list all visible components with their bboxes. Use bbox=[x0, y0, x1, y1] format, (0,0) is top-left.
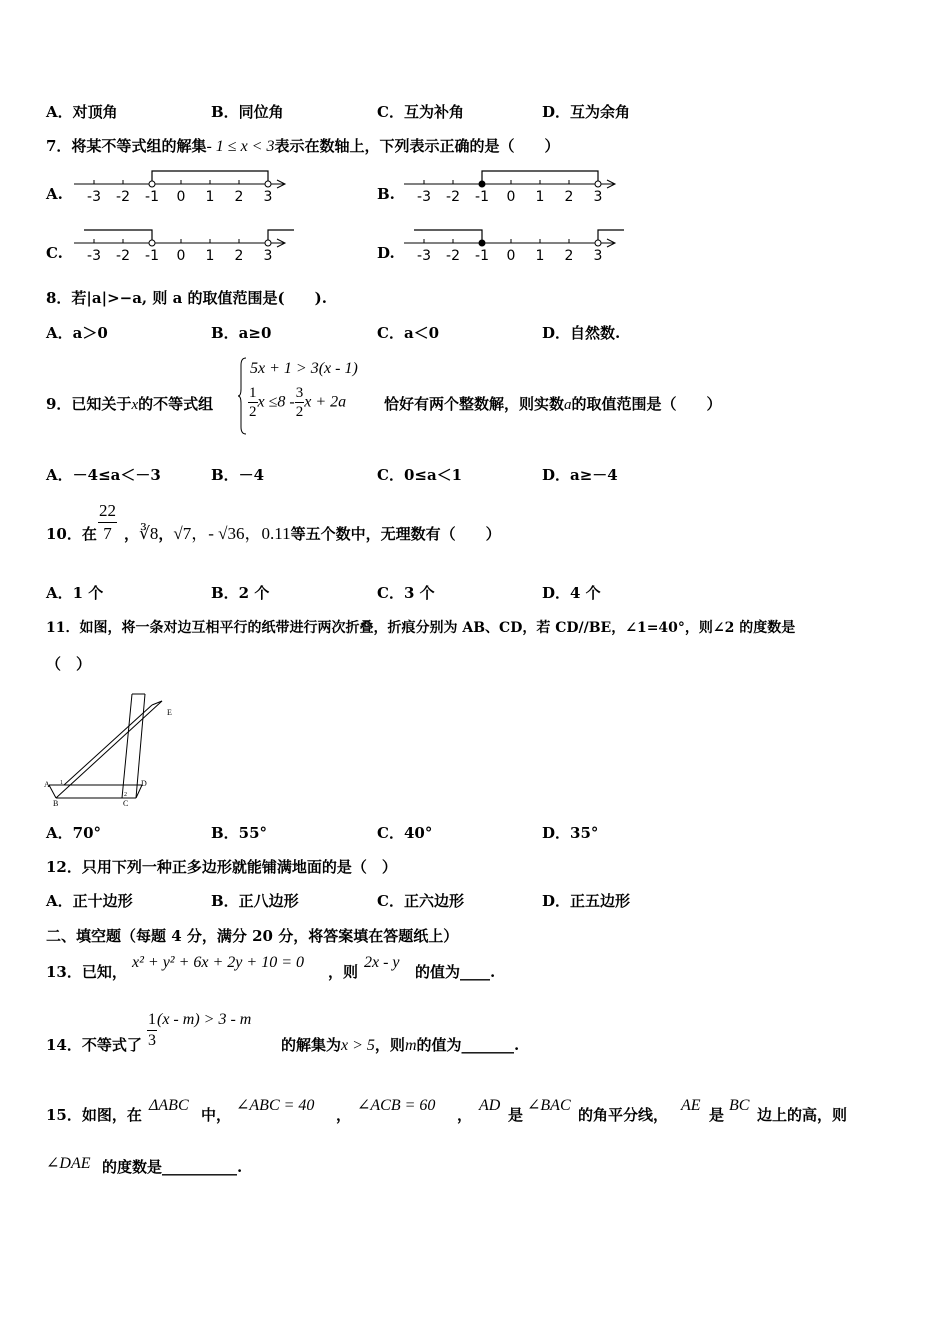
q7-label-d: D. bbox=[377, 244, 395, 262]
tick-label: 1 bbox=[205, 189, 215, 205]
q6-option-a: A．对顶角 bbox=[46, 103, 118, 121]
q6-option-c: C．互为补角 bbox=[377, 103, 464, 121]
q6-option-d: D．互为余角 bbox=[542, 103, 631, 121]
q15-t8: 的度数是__________. bbox=[102, 1158, 243, 1176]
tick-label: 0 bbox=[176, 189, 186, 205]
tick-label: 0 bbox=[506, 248, 516, 264]
q8-option-d: D．自然数. bbox=[542, 324, 621, 342]
q12-option-a: A．正十边形 bbox=[46, 892, 133, 910]
q13-expr: 2x - y bbox=[364, 954, 400, 971]
tick-label: -1 bbox=[145, 248, 159, 264]
tick-label: 2 bbox=[564, 189, 574, 205]
q10-option-d: D．4 个 bbox=[542, 584, 601, 602]
q8-option-c: C．a＜0 bbox=[377, 324, 440, 342]
tick-label: -2 bbox=[116, 189, 130, 205]
q15-t4: 是 bbox=[508, 1106, 524, 1124]
q15-ad: AD bbox=[479, 1097, 501, 1114]
q8-stem: 8．若|a|>−a, 则 a 的取值范围是( ). bbox=[46, 289, 327, 307]
q11-paren: （ ） bbox=[46, 655, 92, 673]
tick-label: 3 bbox=[263, 189, 273, 205]
q13-mid: ，则 bbox=[328, 963, 359, 981]
tick-label: -3 bbox=[417, 189, 431, 205]
q11-figure bbox=[44, 688, 184, 808]
fig-label-1: 1 bbox=[60, 780, 63, 786]
endpoint-left bbox=[479, 181, 485, 187]
tick-label: 2 bbox=[234, 189, 244, 205]
tick-label: -1 bbox=[475, 248, 489, 264]
tick-label: 2 bbox=[564, 248, 574, 264]
number-line-c bbox=[70, 224, 300, 269]
q12-option-d: D．正五边形 bbox=[542, 892, 631, 910]
q11-option-c: C．40° bbox=[377, 824, 433, 842]
q7-label-a: A. bbox=[46, 185, 63, 203]
q9-suffix: 恰好有两个整数解，则实数a的取值范围是（ ） bbox=[384, 395, 722, 413]
q9-system-line2: $\frac{1}{2}$ x ≤8 - $\frac{3}{2}$ x + 2a bbox=[249, 385, 347, 420]
q9-system-line1: 5x + 1 > 3(x - 1) bbox=[250, 360, 358, 377]
q15-triangle: ΔABC bbox=[149, 1097, 189, 1114]
q15-ae: AE bbox=[681, 1097, 701, 1114]
tick-label: 2 bbox=[234, 248, 244, 264]
q15-t2: ， bbox=[336, 1106, 352, 1124]
tick-label: 1 bbox=[535, 189, 545, 205]
endpoint-right bbox=[265, 240, 271, 246]
q9-option-a: A．－4≤a＜－3 bbox=[46, 466, 161, 484]
q9-option-d: D．a≥－4 bbox=[542, 466, 618, 484]
q14-rest: 的解集为x > 5，则m的值为_______. bbox=[281, 1036, 520, 1054]
fig-label-e: E bbox=[167, 708, 172, 717]
q10-option-c: C．3 个 bbox=[377, 584, 435, 602]
q9-prefix: 9．已知关于x的不等式组 bbox=[46, 395, 214, 413]
q15-bac: ∠BAC bbox=[527, 1097, 571, 1114]
tick-label: 3 bbox=[593, 189, 603, 205]
q15-angle-acb: ∠ACB = 60 bbox=[357, 1097, 436, 1114]
fig-label-c: C bbox=[123, 799, 129, 808]
q6-option-b: B．同位角 bbox=[211, 103, 284, 121]
q10-numbers: ，∛8，√7，- √36，0.11等五个数中，无理数有（ ） bbox=[124, 524, 501, 543]
tick-label: 1 bbox=[205, 248, 215, 264]
fig-label-a: A bbox=[44, 780, 50, 789]
q12-stem: 12．只用下列一种正多边形就能铺满地面的是（ ） bbox=[46, 858, 397, 876]
number-line-d bbox=[400, 224, 630, 269]
q13-suffix: 的值为____. bbox=[415, 963, 496, 981]
tick-label: 3 bbox=[263, 248, 273, 264]
q11-stem: 11．如图，将一条对边互相平行的纸带进行两次折叠，折痕分别为 AB、CD，若 CD//BE，∠1=40°，则∠2 的度数是 bbox=[46, 620, 796, 636]
tick-label: -2 bbox=[446, 189, 460, 205]
fig-label-d: D bbox=[141, 779, 147, 788]
q15-t3: ， bbox=[457, 1106, 473, 1124]
endpoint-right bbox=[595, 240, 601, 246]
q9-option-c: C．0≤a＜1 bbox=[377, 466, 463, 484]
endpoint-right bbox=[595, 181, 601, 187]
section-heading: 二、填空题（每题 4 分，满分 20 分，将答案填在答题纸上） bbox=[46, 927, 459, 945]
tick-label: 0 bbox=[176, 248, 186, 264]
tick-label: 1 bbox=[535, 248, 545, 264]
q13-equation: x² + y² + 6x + 2y + 10 = 0 bbox=[132, 954, 304, 971]
q10-option-a: A．1 个 bbox=[46, 584, 104, 602]
q10-fraction: $\frac{22}{7}$ bbox=[99, 501, 116, 543]
q13-stem: 13．已知， bbox=[46, 963, 127, 981]
tick-label: -3 bbox=[87, 189, 101, 205]
q14-inequality: $\frac{1}{3}$ (x - m) > 3 - m bbox=[148, 1011, 252, 1049]
q15-t7: 边上的高，则 bbox=[757, 1106, 848, 1124]
q15-angle-abc: ∠ABC = 40 bbox=[236, 1097, 315, 1114]
q15-dae: ∠DAE bbox=[46, 1155, 91, 1172]
q10-stem: 10．在 bbox=[46, 525, 97, 543]
q12-option-c: C．正六边形 bbox=[377, 892, 464, 910]
q8-option-b: B．a≥0 bbox=[211, 324, 272, 342]
q12-option-b: B．正八边形 bbox=[211, 892, 299, 910]
tick-label: -1 bbox=[145, 189, 159, 205]
endpoint-left bbox=[479, 240, 485, 246]
tick-label: -2 bbox=[446, 248, 460, 264]
tick-label: 0 bbox=[506, 189, 516, 205]
tick-label: -3 bbox=[87, 248, 101, 264]
q10-option-b: B．2 个 bbox=[211, 584, 270, 602]
q15-t1: 中， bbox=[201, 1106, 232, 1124]
q14-stem: 14．不等式了 bbox=[46, 1036, 142, 1054]
number-line-b bbox=[400, 165, 630, 210]
q15-t6: 是 bbox=[709, 1106, 725, 1124]
endpoint-left bbox=[149, 240, 155, 246]
fig-label-2: 2 bbox=[124, 792, 127, 798]
tick-label: 3 bbox=[593, 248, 603, 264]
q11-option-a: A．70° bbox=[46, 824, 102, 842]
endpoint-right bbox=[265, 181, 271, 187]
tick-label: -1 bbox=[475, 189, 489, 205]
tick-label: -3 bbox=[417, 248, 431, 264]
number-line-a bbox=[70, 165, 300, 210]
q15-stem-line1: 15．如图，在 bbox=[46, 1106, 142, 1124]
q7-stem: 7．将某不等式组的解集- 1 ≤ x < 3表示在数轴上，下列表示正确的是（ ） bbox=[46, 137, 560, 155]
q8-option-a: A．a＞0 bbox=[46, 324, 108, 342]
q7-label-b: B. bbox=[377, 185, 395, 203]
q9-system-brace bbox=[238, 357, 248, 435]
tick-label: -2 bbox=[116, 248, 130, 264]
q7-label-c: C. bbox=[46, 244, 63, 262]
q15-bc: BC bbox=[729, 1097, 750, 1114]
fig-label-b: B bbox=[53, 799, 59, 808]
q11-option-d: D．35° bbox=[542, 824, 599, 842]
q11-option-b: B．55° bbox=[211, 824, 268, 842]
endpoint-left bbox=[149, 181, 155, 187]
q9-option-b: B．－4 bbox=[211, 466, 265, 484]
q15-t5: 的角平分线， bbox=[578, 1106, 669, 1124]
